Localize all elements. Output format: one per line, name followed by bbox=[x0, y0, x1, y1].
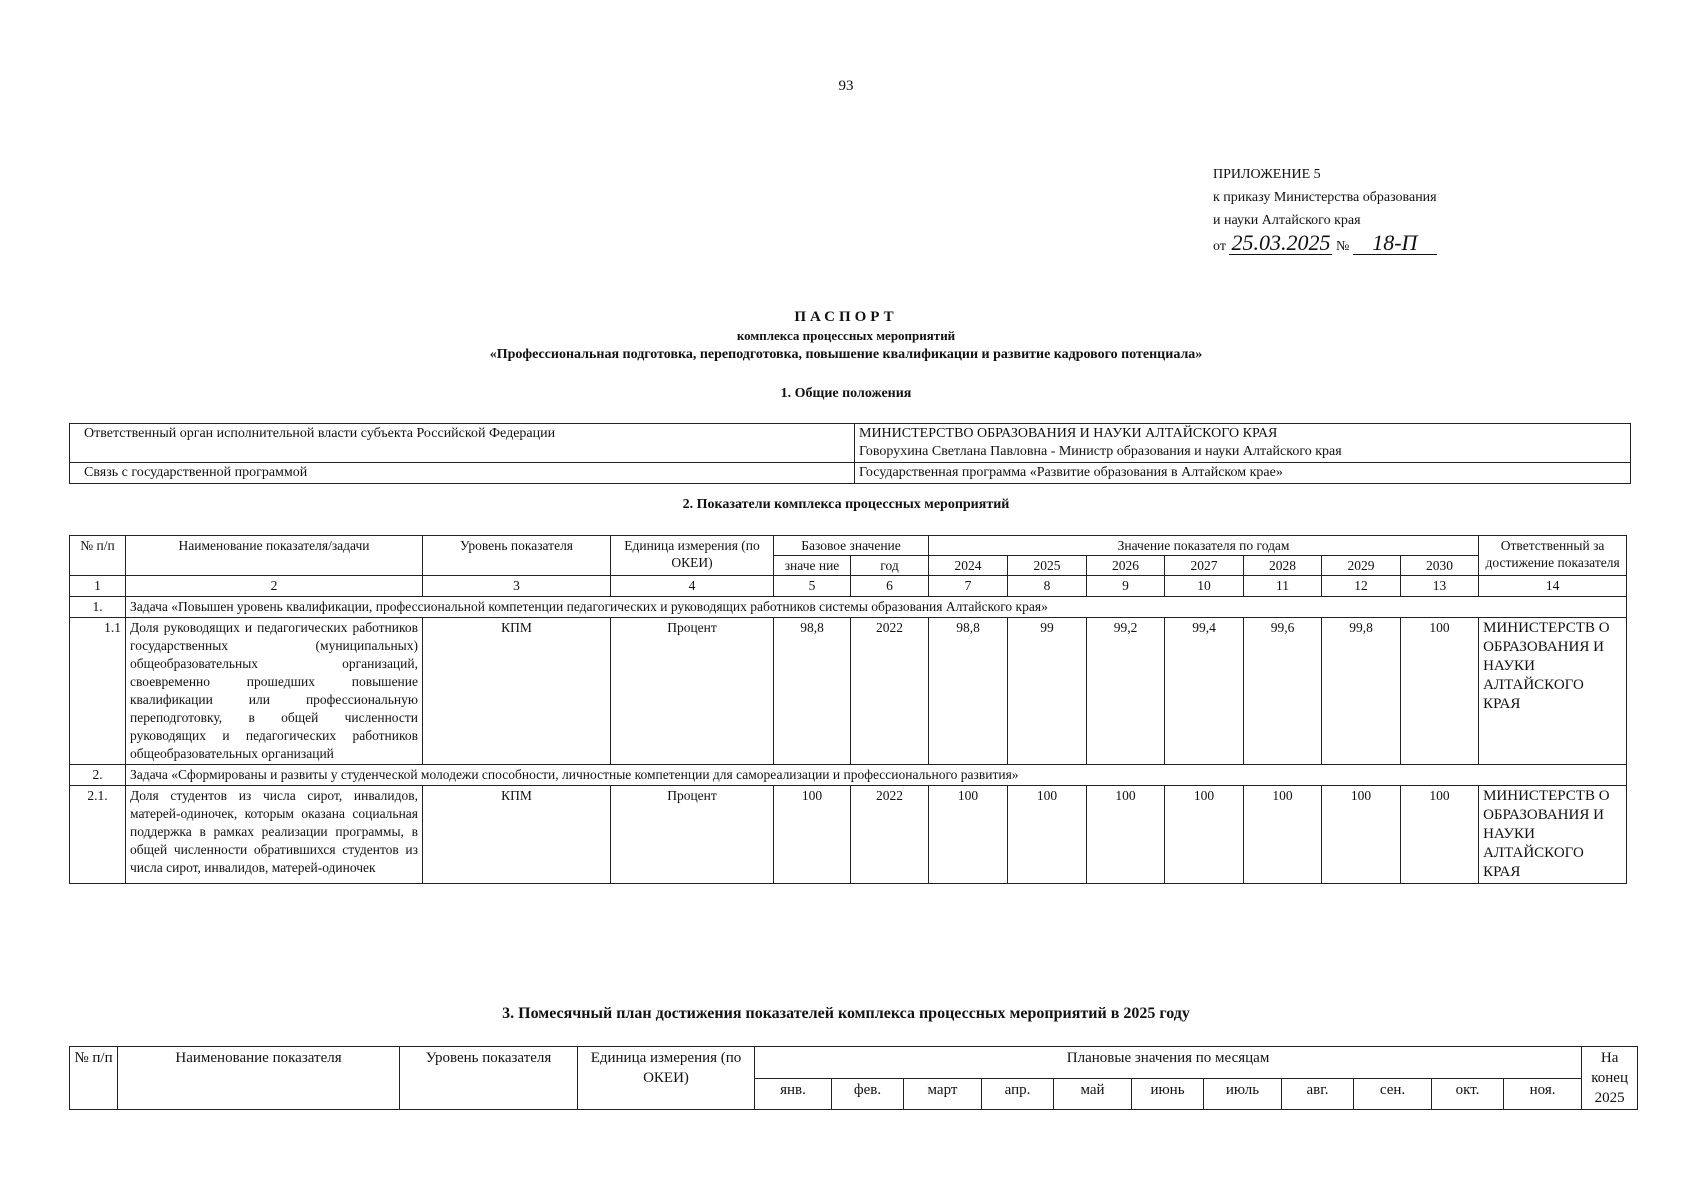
task-num: 1. bbox=[70, 597, 126, 618]
task-text: Задача «Повышен уровень квалификации, профессиональной компетенции педагогических и руководящих работников системы образования Алтайского края» bbox=[126, 597, 1627, 618]
header-level: Уровень показателя bbox=[400, 1047, 578, 1110]
minister-name: Говорухина Светлана Павловна - Министр образования и науки Алтайского края bbox=[859, 444, 1342, 459]
from-label: от bbox=[1213, 239, 1226, 254]
task-num: 2. bbox=[70, 765, 126, 786]
indicator-level: КПМ bbox=[423, 786, 611, 884]
number-label: № bbox=[1335, 239, 1350, 254]
indicator-value: 100 bbox=[1244, 786, 1322, 884]
header-name: Наименование показателя/задачи bbox=[126, 536, 423, 576]
header-level: Уровень показателя bbox=[423, 536, 611, 576]
indicator-responsible: МИНИСТЕРСТВ О ОБРАЗОВАНИЯ И НАУКИ АЛТАЙСКОГО КРАЯ bbox=[1479, 786, 1627, 884]
indicator-value: 99,6 bbox=[1244, 618, 1322, 765]
indicator-num: 1.1 bbox=[70, 618, 126, 765]
handwritten-number: 18-П bbox=[1353, 232, 1437, 255]
col-number: 14 bbox=[1479, 576, 1627, 597]
indicator-value: 100 bbox=[1087, 786, 1165, 884]
header-num: № п/п bbox=[70, 1047, 118, 1110]
indicator-base-value: 100 bbox=[774, 786, 851, 884]
ministry-name: МИНИСТЕРСТВО ОБРАЗОВАНИЯ И НАУКИ АЛТАЙСКОГО КРАЯ bbox=[859, 426, 1278, 441]
header-month: сен. bbox=[1354, 1078, 1432, 1110]
section1-title: 1. Общие положения bbox=[780, 386, 912, 401]
header-unit: Единица измерения (по ОКЕИ) bbox=[578, 1047, 755, 1110]
appendix-line: и науки Алтайского края bbox=[1213, 213, 1361, 228]
table-row bbox=[70, 463, 1631, 484]
col-number: 4 bbox=[611, 576, 774, 597]
indicator-value: 100 bbox=[1401, 786, 1479, 884]
indicator-value: 100 bbox=[1401, 618, 1479, 765]
indicator-value: 98,8 bbox=[929, 618, 1008, 765]
col-number: 10 bbox=[1165, 576, 1244, 597]
header-month: май bbox=[1054, 1078, 1132, 1110]
section2-title: 2. Показатели комплекса процессных мероприятий bbox=[682, 497, 1010, 512]
header-by-years: Значение показателя по годам bbox=[929, 536, 1479, 556]
appendix-line: к приказу Министерства образования bbox=[1213, 190, 1437, 205]
header-month: ноя. bbox=[1504, 1078, 1582, 1110]
indicators-table bbox=[69, 535, 1627, 884]
header-year: 2030 bbox=[1401, 556, 1479, 576]
col-number: 12 bbox=[1322, 576, 1401, 597]
col-number: 5 bbox=[774, 576, 851, 597]
header-month: окт. bbox=[1432, 1078, 1504, 1110]
section3-title: 3. Помесячный план достижения показателей комплекса процессных мероприятий в 2025 году bbox=[502, 1005, 1190, 1022]
col-number: 13 bbox=[1401, 576, 1479, 597]
appendix-title: ПРИЛОЖЕНИЕ 5 bbox=[1213, 167, 1321, 182]
indicator-responsible: МИНИСТЕРСТВ О ОБРАЗОВАНИЯ И НАУКИ АЛТАЙСКОГО КРАЯ bbox=[1479, 618, 1627, 765]
col-number: 2 bbox=[126, 576, 423, 597]
document-title: ПАСПОРТ bbox=[794, 309, 898, 325]
indicator-value: 100 bbox=[1165, 786, 1244, 884]
header-year: 2027 bbox=[1165, 556, 1244, 576]
col-number: 7 bbox=[929, 576, 1008, 597]
appendix-date-line bbox=[1213, 232, 1437, 258]
header-year: 2026 bbox=[1087, 556, 1165, 576]
monthly-plan-table bbox=[69, 1046, 1638, 1110]
column-number-row bbox=[70, 576, 1627, 597]
header-month: авг. bbox=[1282, 1078, 1354, 1110]
responsible-value bbox=[855, 424, 1631, 463]
header-base-year: год bbox=[851, 556, 929, 576]
task-row bbox=[70, 765, 1627, 786]
indicator-value: 100 bbox=[1008, 786, 1087, 884]
header-end-of-year: На конец 2025 bbox=[1582, 1047, 1638, 1110]
indicator-value: 99,2 bbox=[1087, 618, 1165, 765]
indicator-name: Доля руководящих и педагогических работников государственных (муниципальных) общеобразовательных организаций, своевременно прошедших повышение квалификации или профессиональную переподготовку, в общей численности руководящих и педагогических работников общеобразовательных организаций bbox=[126, 618, 423, 765]
handwritten-date: 25.03.2025 bbox=[1231, 230, 1331, 255]
general-provisions-table bbox=[69, 423, 1631, 484]
col-number: 6 bbox=[851, 576, 929, 597]
table-row bbox=[70, 424, 1631, 463]
header-month: фев. bbox=[832, 1078, 904, 1110]
table-header-row bbox=[70, 1047, 1638, 1079]
header-month: июнь bbox=[1132, 1078, 1204, 1110]
col-number: 8 bbox=[1008, 576, 1087, 597]
header-responsible: Ответственный за достижение показателя bbox=[1479, 536, 1627, 576]
header-month: июль bbox=[1204, 1078, 1282, 1110]
col-number: 11 bbox=[1244, 576, 1322, 597]
page-number: 93 bbox=[838, 78, 854, 94]
header-base-value: значе ние bbox=[774, 556, 851, 576]
indicator-base-year: 2022 bbox=[851, 786, 929, 884]
indicator-name: Доля студентов из числа сирот, инвалидов, матерей-одиночек, которым оказана социальная поддержка в рамках реализации программы, в общей численности обратившихся студентов из числа сирот, инвалидов, матерей-одиночек bbox=[126, 786, 423, 884]
program-link-label: Связь с государственной программой bbox=[70, 463, 855, 484]
header-month: апр. bbox=[982, 1078, 1054, 1110]
indicator-value: 99 bbox=[1008, 618, 1087, 765]
indicator-unit: Процент bbox=[611, 786, 774, 884]
indicator-unit: Процент bbox=[611, 618, 774, 765]
program-name: «Профессиональная подготовка, переподготовка, повышение квалификации и развитие кадрового потенциала» bbox=[489, 347, 1203, 362]
indicator-value: 99,8 bbox=[1322, 618, 1401, 765]
header-num: № п/п bbox=[70, 536, 126, 576]
indicator-row bbox=[70, 618, 1627, 765]
program-link-value: Государственная программа «Развитие образования в Алтайском крае» bbox=[855, 463, 1631, 484]
indicator-level: КПМ bbox=[423, 618, 611, 765]
document-subtitle: комплекса процессных мероприятий bbox=[736, 328, 956, 343]
indicator-num: 2.1. bbox=[70, 786, 126, 884]
indicator-base-value: 98,8 bbox=[774, 618, 851, 765]
header-month: янв. bbox=[755, 1078, 832, 1110]
header-base: Базовое значение bbox=[774, 536, 929, 556]
task-text: Задача «Сформированы и развиты у студенческой молодежи способности, личностные компетенции для самореализации и профессионального развития» bbox=[126, 765, 1627, 786]
header-name: Наименование показателя bbox=[118, 1047, 400, 1110]
indicator-value: 99,4 bbox=[1165, 618, 1244, 765]
indicator-row bbox=[70, 786, 1627, 884]
header-month: март bbox=[904, 1078, 982, 1110]
col-number: 3 bbox=[423, 576, 611, 597]
indicator-base-year: 2022 bbox=[851, 618, 929, 765]
indicator-value: 100 bbox=[929, 786, 1008, 884]
header-year: 2028 bbox=[1244, 556, 1322, 576]
table-header-row bbox=[70, 536, 1627, 556]
col-number: 1 bbox=[70, 576, 126, 597]
col-number: 9 bbox=[1087, 576, 1165, 597]
task-row bbox=[70, 597, 1627, 618]
responsible-label: Ответственный орган исполнительной власти субъекта Российской Федерации bbox=[70, 424, 855, 463]
header-year: 2024 bbox=[929, 556, 1008, 576]
header-year: 2029 bbox=[1322, 556, 1401, 576]
header-planned: Плановые значения по месяцам bbox=[755, 1047, 1582, 1079]
header-unit: Единица измерения (по ОКЕИ) bbox=[611, 536, 774, 576]
indicator-value: 100 bbox=[1322, 786, 1401, 884]
header-year: 2025 bbox=[1008, 556, 1087, 576]
appendix-block bbox=[1213, 163, 1437, 258]
